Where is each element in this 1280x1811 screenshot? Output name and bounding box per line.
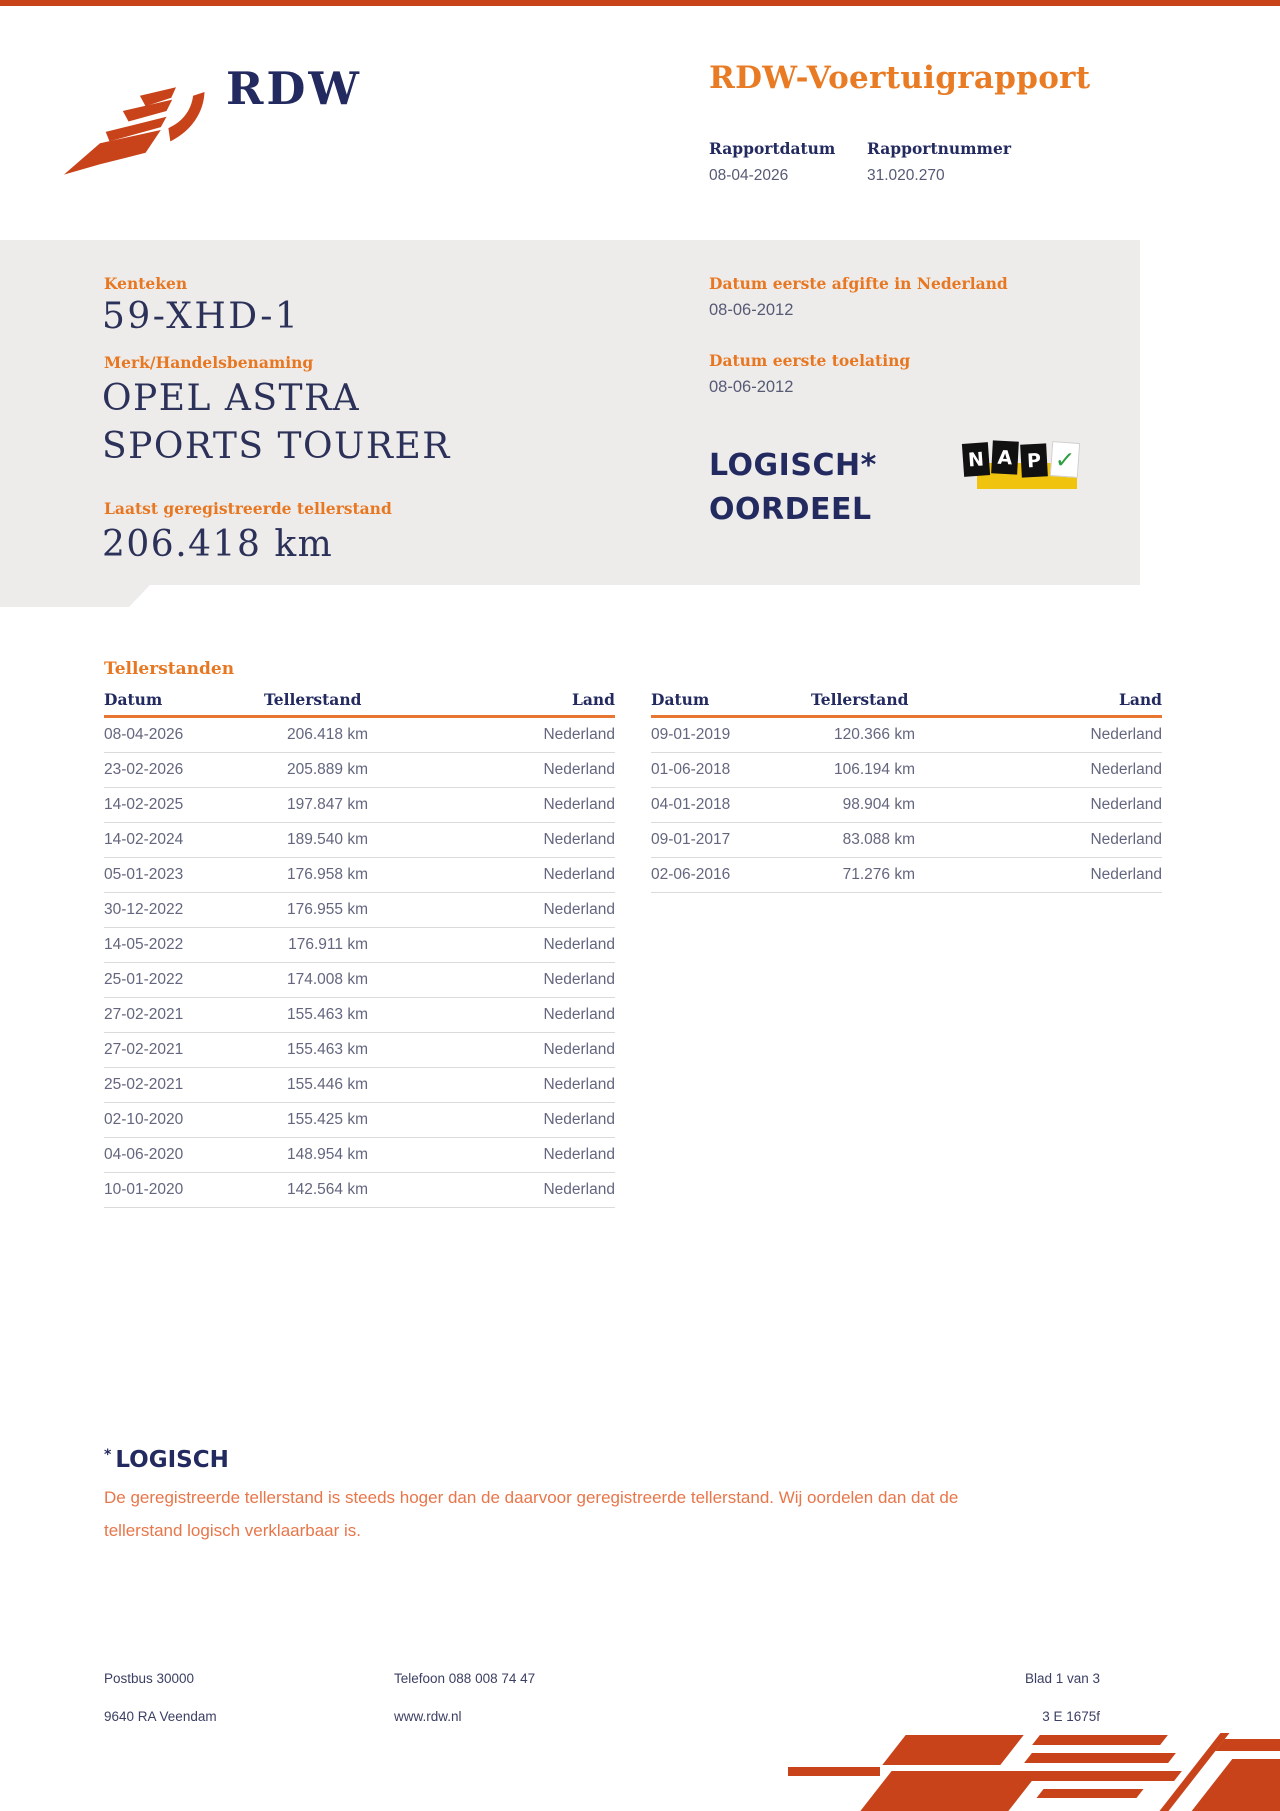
cell-tellerstand: 142.564 km (287, 1181, 368, 1198)
cell-land: Nederland (543, 971, 615, 988)
report-number-label: Rapportnummer (867, 139, 1011, 158)
nap-tile-n: N (962, 442, 990, 477)
cell-land: Nederland (543, 1181, 615, 1198)
footer-phone: Telefoon 088 008 74 47 (394, 1671, 536, 1686)
decor-bar (788, 1767, 880, 1776)
cell-land: Nederland (543, 831, 615, 848)
cell-land: Nederland (543, 761, 615, 778)
cell-land: Nederland (543, 866, 615, 883)
toelating-label: Datum eerste toelating (709, 351, 911, 370)
decor-stripe (1032, 1735, 1168, 1745)
cell-land: Nederland (1090, 831, 1162, 848)
decor-stripe (1036, 1789, 1143, 1798)
cell-tellerstand: 206.418 km (287, 726, 368, 743)
cell-datum: 25-02-2021 (104, 1076, 184, 1093)
merk-value-line2: SPORTS TOURER (102, 426, 451, 467)
table-row (104, 1173, 615, 1208)
laatste-tellerstand-value: 206.418 km (102, 524, 334, 565)
cell-datum: 23-02-2026 (104, 761, 184, 778)
cell-tellerstand: 98.904 km (842, 796, 915, 813)
cell-tellerstand: 176.955 km (287, 901, 368, 918)
cell-tellerstand: 189.540 km (287, 831, 368, 848)
cell-datum: 10-01-2020 (104, 1181, 184, 1198)
vehicle-summary-panel-tab (0, 585, 150, 607)
logisch-explanation-line2: tellerstand logisch verklaarbaar is. (104, 1521, 362, 1540)
cell-tellerstand: 120.366 km (834, 726, 915, 743)
table-row (104, 1138, 615, 1173)
oordeel-line1: LOGISCH* (709, 448, 877, 483)
cell-land: Nederland (1090, 761, 1162, 778)
logisch-explanation (104, 1481, 1104, 1547)
table-row (104, 718, 615, 753)
afgifte-value: 08-06-2012 (709, 301, 794, 319)
table-row (651, 718, 1162, 753)
cell-land: Nederland (543, 936, 615, 953)
decor-stripe (1024, 1753, 1176, 1763)
afgifte-label: Datum eerste afgifte in Nederland (709, 274, 1008, 293)
cell-tellerstand: 106.194 km (834, 761, 915, 778)
column-header-land: Land (1118, 690, 1162, 709)
kenteken-label: Kenteken (104, 274, 188, 293)
nap-logo (963, 441, 1081, 495)
table-row (104, 753, 615, 788)
footer-address-line2: 9640 RA Veendam (104, 1709, 217, 1724)
column-header-tellerstand: Tellerstand (811, 690, 909, 709)
cell-datum: 02-06-2016 (651, 866, 731, 883)
cell-tellerstand: 155.463 km (287, 1006, 368, 1023)
cell-datum: 09-01-2017 (651, 831, 731, 848)
table-row (651, 858, 1162, 893)
cell-datum: 27-02-2021 (104, 1006, 184, 1023)
cell-datum: 09-01-2019 (651, 726, 731, 743)
table-row (651, 788, 1162, 823)
footer-website-link[interactable]: www.rdw.nl (394, 1709, 462, 1724)
table-row (651, 823, 1162, 858)
decor-stripe (1016, 1771, 1182, 1781)
decor-shape (882, 1735, 1023, 1765)
cell-tellerstand: 71.276 km (842, 866, 915, 883)
nap-checkmark-icon: ✓ (1050, 441, 1080, 478)
cell-datum: 05-01-2023 (104, 866, 184, 883)
cell-land: Nederland (543, 1111, 615, 1128)
footer-form-code: 3 E 1675f (1042, 1709, 1100, 1724)
table-row (104, 928, 615, 963)
report-date-value: 08-04-2026 (709, 167, 789, 184)
cell-datum: 27-02-2021 (104, 1041, 184, 1058)
cell-tellerstand: 205.889 km (287, 761, 368, 778)
logisch-title-text: LOGISCH (115, 1447, 229, 1473)
column-header-datum: Datum (104, 690, 163, 709)
table-row (651, 753, 1162, 788)
rdw-swoosh-logo-icon (62, 82, 214, 178)
column-header-datum: Datum (651, 690, 710, 709)
cell-tellerstand: 176.911 km (288, 936, 368, 953)
cell-land: Nederland (543, 1006, 615, 1023)
oordeel-line2: OORDEEL (709, 492, 872, 527)
table-row (104, 1068, 615, 1103)
top-accent-bar (0, 0, 1280, 6)
decorative-swoosh-graphic (788, 1733, 1280, 1811)
cell-datum: 01-06-2018 (651, 761, 731, 778)
table-row (104, 858, 615, 893)
table-row (104, 963, 615, 998)
cell-land: Nederland (543, 1041, 615, 1058)
merk-label: Merk/Handelsbenaming (104, 353, 314, 372)
cell-datum: 04-06-2020 (104, 1146, 184, 1163)
logisch-explanation-line1: De geregistreerde tellerstand is steeds hoger dan de daarvoor geregistreerde tellerstand. Wij oordelen dan dat de (104, 1488, 959, 1507)
table-body (104, 718, 615, 1208)
odometer-table-right (651, 690, 1162, 893)
cell-tellerstand: 197.847 km (287, 796, 368, 813)
cell-datum: 04-01-2018 (651, 796, 731, 813)
table-row (104, 1103, 615, 1138)
logisch-section-title (104, 1447, 229, 1473)
laatste-tellerstand-label: Laatst geregistreerde tellerstand (104, 499, 392, 518)
cell-tellerstand: 176.958 km (287, 866, 368, 883)
cell-tellerstand: 155.463 km (287, 1041, 368, 1058)
decor-shape (860, 1771, 1039, 1811)
column-header-tellerstand: Tellerstand (264, 690, 362, 709)
table-row (104, 998, 615, 1033)
merk-value-line1: OPEL ASTRA (102, 378, 361, 419)
cell-datum: 14-02-2024 (104, 831, 184, 848)
logisch-asterisk: * (104, 1447, 112, 1463)
table-header-row (104, 690, 615, 718)
cell-land: Nederland (1090, 796, 1162, 813)
cell-land: Nederland (543, 1076, 615, 1093)
rdw-logo-text: RDW (226, 62, 362, 115)
cell-tellerstand: 174.008 km (287, 971, 368, 988)
toelating-value: 08-06-2012 (709, 378, 794, 396)
decor-stripe (1215, 1739, 1280, 1751)
cell-land: Nederland (543, 796, 615, 813)
table-row (104, 823, 615, 858)
cell-land: Nederland (1090, 866, 1162, 883)
cell-land: Nederland (543, 1146, 615, 1163)
cell-datum: 02-10-2020 (104, 1111, 184, 1128)
decor-shape (1192, 1759, 1280, 1811)
kenteken-value: 59-XHD-1 (102, 296, 301, 337)
footer-page-indicator: Blad 1 van 3 (1024, 1671, 1100, 1686)
cell-datum: 08-04-2026 (104, 726, 184, 743)
tellerstanden-section-title: Tellerstanden (104, 659, 235, 679)
page-title: RDW-Voertuigrapport (709, 60, 1091, 96)
cell-land: Nederland (1090, 726, 1162, 743)
odometer-table-left (104, 690, 615, 1208)
table-row (104, 788, 615, 823)
footer-address-line1: Postbus 30000 (104, 1671, 195, 1686)
cell-datum: 30-12-2022 (104, 901, 184, 918)
table-header-row (651, 690, 1162, 718)
report-date-label: Rapportdatum (709, 139, 836, 158)
table-row (104, 1033, 615, 1068)
cell-datum: 14-02-2025 (104, 796, 184, 813)
table-row (104, 893, 615, 928)
nap-tile-a: A (991, 440, 1019, 474)
nap-tile-p: P (1020, 443, 1048, 477)
cell-land: Nederland (543, 726, 615, 743)
cell-datum: 25-01-2022 (104, 971, 184, 988)
cell-tellerstand: 83.088 km (842, 831, 915, 848)
cell-land: Nederland (543, 901, 615, 918)
report-number-value: 31.020.270 (867, 167, 945, 184)
column-header-land: Land (571, 690, 615, 709)
cell-datum: 14-05-2022 (104, 936, 184, 953)
cell-tellerstand: 155.446 km (287, 1076, 368, 1093)
cell-tellerstand: 155.425 km (287, 1111, 368, 1128)
table-body (651, 718, 1162, 893)
cell-tellerstand: 148.954 km (287, 1146, 368, 1163)
